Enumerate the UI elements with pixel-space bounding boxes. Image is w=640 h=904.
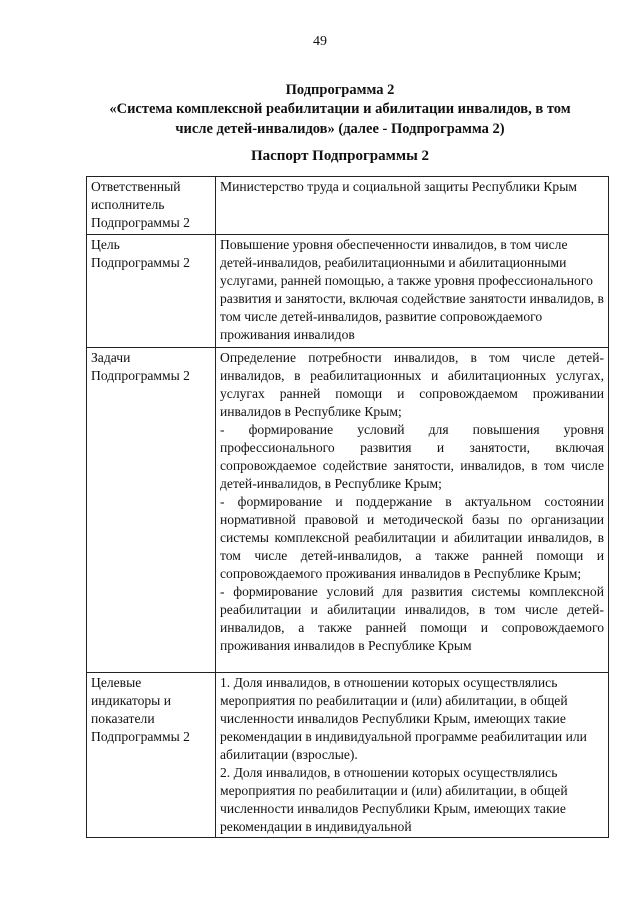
row-value: Министерство труда и социальной защиты Республики Крым: [216, 177, 609, 235]
passport-title: Паспорт Подпрограммы 2: [250, 148, 430, 164]
page-number: 49: [313, 34, 327, 49]
subprogram-title: Подпрограмма 2: [285, 82, 395, 98]
table-row-responsible: [87, 177, 609, 235]
row-label: Цель Подпрограммы 2: [87, 235, 216, 348]
row-label: Ответственный исполнитель Подпрограммы 2: [87, 177, 216, 235]
task-item: - формирование условий для развития системы комплексной реабилитации и абилитации инвалидов, в том числе детей-инвалидов, а также ранней помощи и сопровождаемого проживания инвалидов в Республике Крым: [220, 584, 604, 653]
table-row-goal: [87, 235, 609, 348]
row-value: Повышение уровня обеспеченности инвалидов, в том числе детей-инвалидов, реабилитационными и абилитационными услугами, ранней помощью, а также уровня профессионального развития и занятости, включая содействие занятости инвалидов, в том числе детей-инвалидов, развитие сопровождаемого проживания инвалидов: [216, 235, 609, 348]
table-row-indicators: [87, 673, 609, 838]
row-value: [216, 348, 609, 673]
subprogram-name-line2: числе детей-инвалидов» (далее - Подпрограмма 2): [175, 121, 505, 137]
row-label: Задачи Подпрограммы 2: [87, 348, 216, 673]
row-label: Целевые индикаторы и показатели Подпрограммы 2: [87, 673, 216, 838]
passport-table: [86, 176, 609, 838]
task-item: - формирование условий для повышения уровня профессионального развития и занятости, включая сопровождаемое содействие занятости, инвалидов, в том числе детей-инвалидов, в Республике Крым;: [220, 422, 604, 491]
row-value: [216, 673, 609, 838]
task-item: Определение потребности инвалидов, в том числе детей-инвалидов, в реабилитационных и абилитационных услугах, услугах ранней помощи и сопровождаемом проживании инвалидов в Республике Крым;: [220, 350, 604, 419]
indicator-item: 1. Доля инвалидов, в отношении которых осуществлялись мероприятия по реабилитации и (или) абилитации, в общей численности инвалидов Республики Крым, имеющих такие рекомендации в индивидуальной программе реабилитации или абилитации (взрослые).: [220, 675, 587, 762]
indicator-item: 2. Доля инвалидов, в отношении которых осуществлялись мероприятия по реабилитации и (или) абилитации, в общей численности инвалидов Республики Крым, имеющих такие рекомендации в индивидуальной: [220, 765, 568, 834]
task-item: - формирование и поддержание в актуальном состоянии нормативной правовой и методической базы по организации системы комплексной реабилитации и абилитации инвалидов, в том числе детей-инвалидов, а также ранней помощи и сопровождаемого проживания инвалидов в Республике Крым;: [220, 494, 604, 581]
table-row-tasks: [87, 348, 609, 673]
subprogram-name-line1: «Система комплексной реабилитации и абилитации инвалидов, в том: [109, 101, 571, 117]
